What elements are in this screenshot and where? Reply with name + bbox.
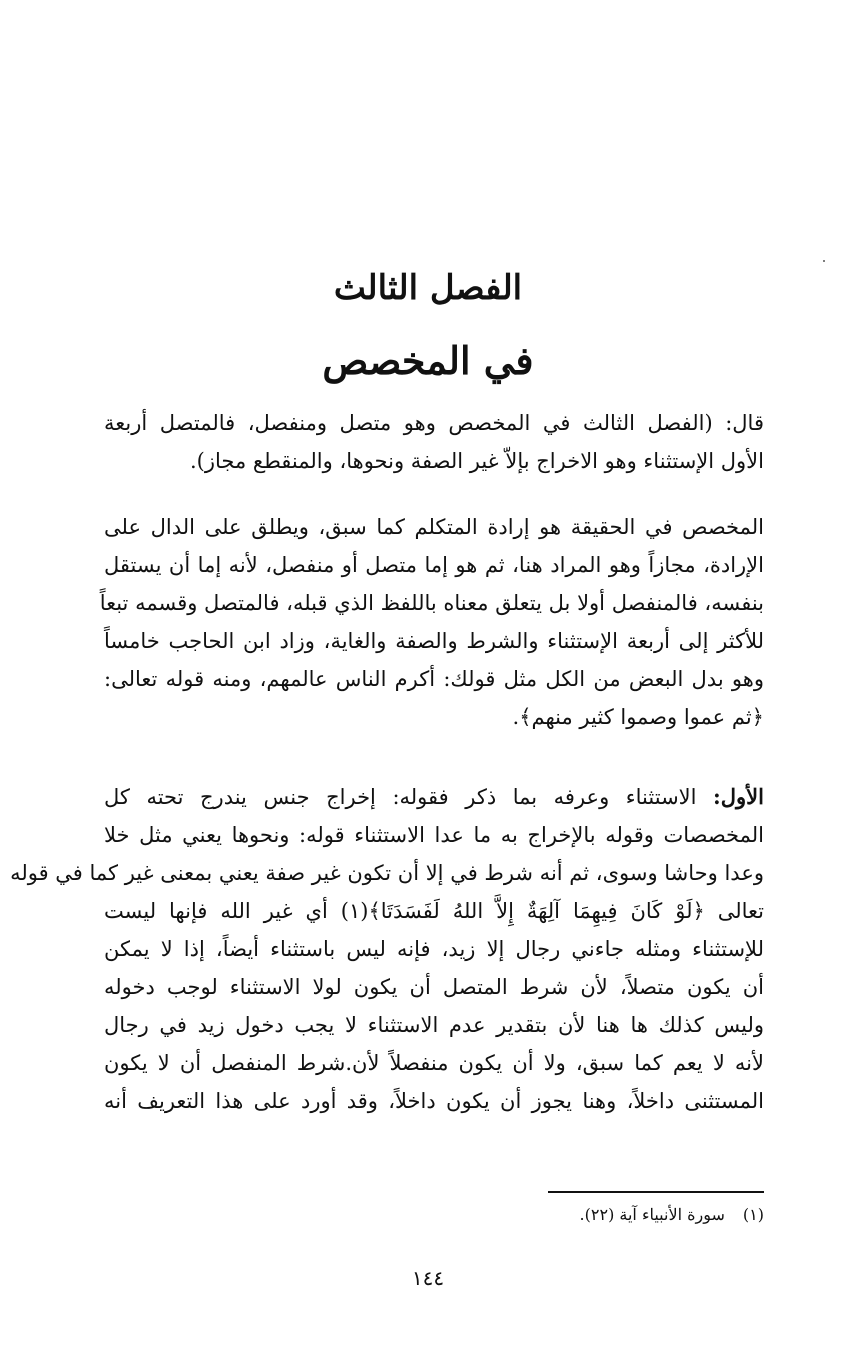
text-line: الإرادة، مجازاً وهو المراد هنا، ثم هو إما متصل أو منفصل، لأنه إما أن يستقل <box>104 553 764 577</box>
text-line: للأكثر إلى أربعة الإستثناء والشرط والصفة والغاية، وزاد ابن الحاجب خامساً <box>104 629 764 653</box>
footnote-number: (١) <box>742 1205 764 1224</box>
quranic-quote-line: تعالى ﴿لَوْ كَانَ فِيهِمَا آلِهَةٌ إِلاَّ اللهُ لَفَسَدَتَا﴾(١) أي غير الله فإنها ليست <box>104 899 765 923</box>
text-run: الاستثناء وعرفه بما ذكر فقوله: إخراج جنس يندرج تحته كل <box>104 785 714 809</box>
section-heading: في المخصص <box>322 338 534 383</box>
text-line: لأنه لا يعم كما سبق، ولا أن يكون منفصلاً لأن.شرط المنفصل أن لا يكون <box>104 1051 764 1075</box>
text-line: قال: (الفصل الثالث في المخصص وهو متصل ومنفصل، فالمتصل أربعة <box>104 411 764 435</box>
paragraph-1 <box>104 404 764 480</box>
paragraph-2 <box>99 508 764 736</box>
page-number: ١٤٤ <box>411 1266 445 1290</box>
footnote <box>400 1203 764 1227</box>
quranic-quote-line: ﴿ثم عموا وصموا كثير منهم﴾. <box>512 705 764 729</box>
paragraph-3 <box>10 778 765 1120</box>
text-line: وليس كذلك ها هنا لأن بتقدير عدم الاستثناء لا يجب دخول زيد في رجال <box>104 1013 764 1037</box>
footnote-divider <box>548 1191 764 1193</box>
text-line <box>104 778 764 816</box>
paragraph-lead: الأول: <box>713 784 764 809</box>
text-line: وهو بدل البعض من الكل مثل قولك: أكرم الناس عالمهم، ومنه قوله تعالى: <box>104 667 764 691</box>
scan-speck <box>823 260 825 262</box>
text-line: المخصص في الحقيقة هو إرادة المتكلم كما سبق، ويطلق على الدال على <box>104 515 764 539</box>
text-line: أن يكون متصلاً، لأن شرط المتصل أن يكون لولا الاستثناء لوجب دخوله <box>104 975 764 999</box>
text-line: المستثنى داخلاً، وهنا يجوز أن يكون داخلاً، وقد أورد على هذا التعريف أنه <box>104 1089 764 1113</box>
text-line: بنفسه، فالمنفصل أولا بل يتعلق معناه باللفظ الذي قبله، فالمتصل وقسمه تبعاً <box>99 591 764 615</box>
text-line: للإستثناء ومثله جاءني رجال إلا زيد، فإنه ليس باستثناء أيضاً، إذا لا يمكن <box>104 937 764 961</box>
chapter-heading: الفصل الثالث <box>333 268 523 308</box>
text-line: الأول الإستثناء وهو الاخراج بإلاّ غير الصفة ونحوها، والمنقطع مجاز). <box>190 449 764 473</box>
text-line: وعدا وحاشا وسوى، ثم أنه شرط في إلا أن تكون غير صفة يعني بمعنى غير كما في قوله <box>10 861 764 885</box>
footnote-text: سورة الأنبياء آية (٢٢). <box>579 1205 725 1224</box>
text-line: المخصصات وقوله بالإخراج به ما عدا الاستثناء قوله: ونحوها يعني مثل خلا <box>104 823 764 847</box>
